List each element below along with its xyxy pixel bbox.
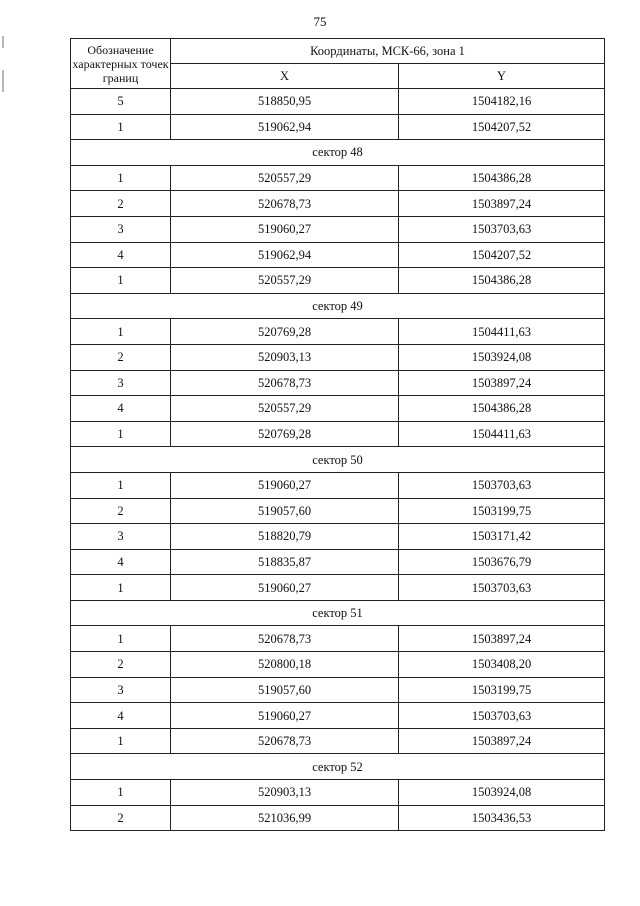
table-row [71, 626, 605, 652]
point-number-cell: 4 [71, 549, 171, 575]
sector-label: сектор 49 [71, 293, 605, 319]
table-row [71, 805, 605, 831]
y-coordinate-cell: 1504182,16 [399, 89, 605, 115]
x-coordinate-cell: 520769,28 [171, 421, 399, 447]
y-coordinate-cell: 1503676,79 [399, 549, 605, 575]
x-coordinate-cell: 519060,27 [171, 703, 399, 729]
x-coordinate-cell: 519062,94 [171, 242, 399, 268]
sector-row [71, 140, 605, 166]
coordinates-table-body [71, 89, 605, 831]
x-coordinate-cell: 520557,29 [171, 165, 399, 191]
y-coordinate-cell: 1503897,24 [399, 626, 605, 652]
point-number-cell: 1 [71, 114, 171, 140]
x-coordinate-cell: 519060,27 [171, 575, 399, 601]
x-coordinate-cell: 519057,60 [171, 498, 399, 524]
table-row [71, 165, 605, 191]
table-row [71, 549, 605, 575]
y-coordinate-cell: 1503171,42 [399, 524, 605, 550]
y-coordinate-cell: 1503897,24 [399, 191, 605, 217]
point-number-cell: 4 [71, 396, 171, 422]
y-coordinate-cell: 1503408,20 [399, 652, 605, 678]
sector-row [71, 754, 605, 780]
table-row [71, 728, 605, 754]
y-coordinate-cell: 1504386,28 [399, 268, 605, 294]
point-number-cell: 3 [71, 524, 171, 550]
y-coordinate-cell: 1503199,75 [399, 677, 605, 703]
x-coordinate-cell: 521036,99 [171, 805, 399, 831]
sector-label: сектор 52 [71, 754, 605, 780]
table-row [71, 421, 605, 447]
sector-row [71, 447, 605, 473]
y-coordinate-cell: 1503703,63 [399, 575, 605, 601]
x-column-header: X [171, 64, 399, 89]
sector-row [71, 293, 605, 319]
point-number-cell: 2 [71, 652, 171, 678]
point-number-cell: 3 [71, 216, 171, 242]
table-row [71, 498, 605, 524]
y-coordinate-cell: 1504386,28 [399, 396, 605, 422]
y-coordinate-cell: 1504207,52 [399, 114, 605, 140]
y-coordinate-cell: 1503436,53 [399, 805, 605, 831]
y-coordinate-cell: 1503924,08 [399, 344, 605, 370]
y-coordinate-cell: 1504386,28 [399, 165, 605, 191]
point-number-cell: 3 [71, 370, 171, 396]
coordinates-column-header: Координаты, МСК-66, зона 1 [171, 39, 605, 64]
y-coordinate-cell: 1504411,63 [399, 319, 605, 345]
point-number-cell: 1 [71, 421, 171, 447]
x-coordinate-cell: 520800,18 [171, 652, 399, 678]
table-row [71, 89, 605, 115]
x-coordinate-cell: 520678,73 [171, 728, 399, 754]
point-number-cell: 1 [71, 780, 171, 806]
table-row [71, 472, 605, 498]
table-row [71, 319, 605, 345]
table-row [71, 191, 605, 217]
point-number-cell: 1 [71, 472, 171, 498]
x-coordinate-cell: 520678,73 [171, 370, 399, 396]
x-coordinate-cell: 520557,29 [171, 396, 399, 422]
y-column-header: Y [399, 64, 605, 89]
x-coordinate-cell: 520903,13 [171, 780, 399, 806]
y-coordinate-cell: 1503703,63 [399, 472, 605, 498]
sector-label: сектор 51 [71, 600, 605, 626]
scan-edge-mark [2, 36, 4, 48]
table-row [71, 703, 605, 729]
point-number-cell: 4 [71, 703, 171, 729]
x-coordinate-cell: 519060,27 [171, 472, 399, 498]
y-coordinate-cell: 1503703,63 [399, 703, 605, 729]
y-coordinate-cell: 1504207,52 [399, 242, 605, 268]
designation-column-header: Обозначение характерных точек границ [71, 39, 171, 89]
table-row [71, 216, 605, 242]
point-number-cell: 1 [71, 165, 171, 191]
table-row [71, 677, 605, 703]
x-coordinate-cell: 520769,28 [171, 319, 399, 345]
point-number-cell: 2 [71, 191, 171, 217]
point-number-cell: 3 [71, 677, 171, 703]
table-row [71, 370, 605, 396]
x-coordinate-cell: 520903,13 [171, 344, 399, 370]
x-coordinate-cell: 519060,27 [171, 216, 399, 242]
y-coordinate-cell: 1504411,63 [399, 421, 605, 447]
y-coordinate-cell: 1503897,24 [399, 370, 605, 396]
x-coordinate-cell: 520678,73 [171, 626, 399, 652]
x-coordinate-cell: 520557,29 [171, 268, 399, 294]
point-number-cell: 2 [71, 805, 171, 831]
table-row [71, 524, 605, 550]
x-coordinate-cell: 519062,94 [171, 114, 399, 140]
point-number-cell: 2 [71, 344, 171, 370]
point-number-cell: 2 [71, 498, 171, 524]
point-number-cell: 1 [71, 575, 171, 601]
sector-label: сектор 48 [71, 140, 605, 166]
scan-edge-mark [2, 70, 4, 92]
point-number-cell: 4 [71, 242, 171, 268]
table-row [71, 396, 605, 422]
table-row [71, 575, 605, 601]
sector-label: сектор 50 [71, 447, 605, 473]
x-coordinate-cell: 518820,79 [171, 524, 399, 550]
point-number-cell: 5 [71, 89, 171, 115]
table-row [71, 268, 605, 294]
x-coordinate-cell: 518835,87 [171, 549, 399, 575]
x-coordinate-cell: 520678,73 [171, 191, 399, 217]
point-number-cell: 1 [71, 728, 171, 754]
table-row [71, 242, 605, 268]
point-number-cell: 1 [71, 626, 171, 652]
y-coordinate-cell: 1503199,75 [399, 498, 605, 524]
y-coordinate-cell: 1503703,63 [399, 216, 605, 242]
table-row [71, 114, 605, 140]
point-number-cell: 1 [71, 319, 171, 345]
y-coordinate-cell: 1503924,08 [399, 780, 605, 806]
page-number: 75 [313, 14, 327, 29]
y-coordinate-cell: 1503897,24 [399, 728, 605, 754]
x-coordinate-cell: 519057,60 [171, 677, 399, 703]
table-row [71, 344, 605, 370]
point-number-cell: 1 [71, 268, 171, 294]
coordinates-table [70, 38, 605, 831]
table-row [71, 780, 605, 806]
table-row [71, 652, 605, 678]
sector-row [71, 600, 605, 626]
x-coordinate-cell: 518850,95 [171, 89, 399, 115]
